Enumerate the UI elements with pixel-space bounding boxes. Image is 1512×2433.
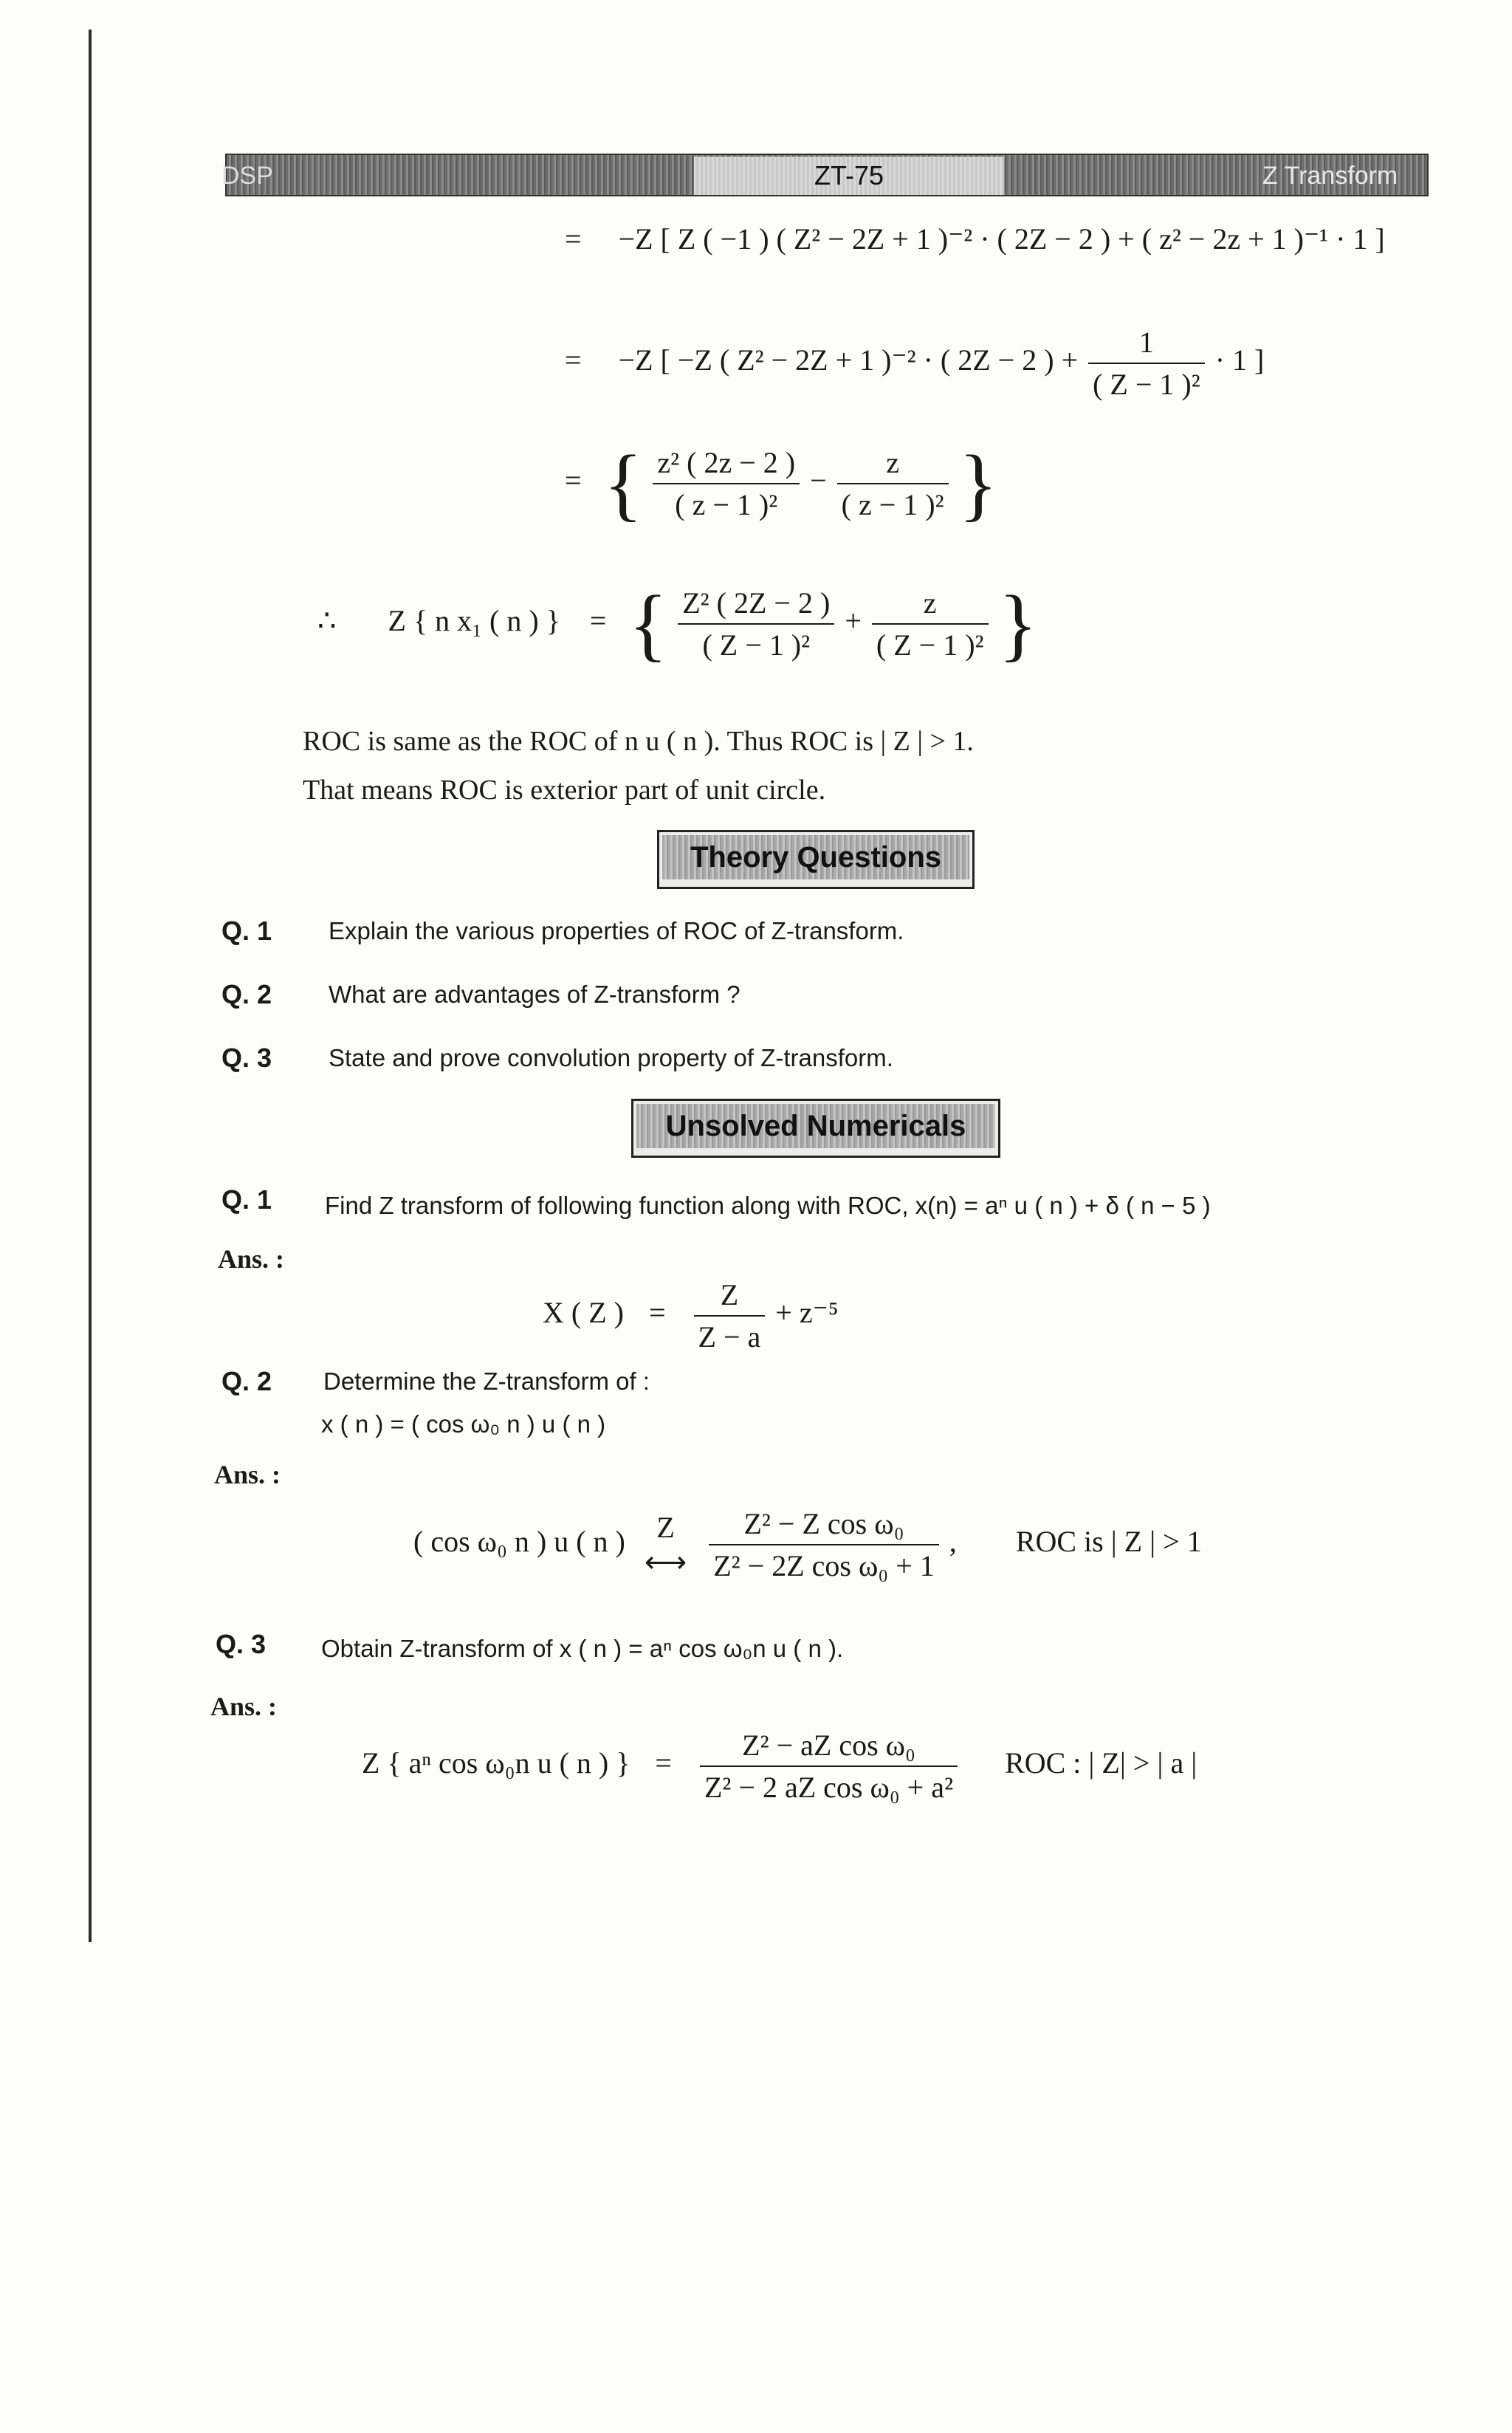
theory-question-label: Q. 1 [221, 916, 272, 946]
theory-question-label: Q. 3 [221, 1043, 272, 1073]
z-transform-pair-arrow: Z ⟷ [644, 1511, 687, 1579]
roc-statement-2: That means ROC is exterior part of unit circle. [303, 775, 826, 806]
numerical-question-text: Determine the Z-transform of : [323, 1368, 650, 1395]
derivation-line-1 [565, 222, 1385, 256]
answer-equation: Z { aⁿ cos ω₀n u ( n ) } = $\frac{\text{Z² − aZ cos ω₀}}{\text{Z² − 2 aZ cos ω₀ + a²}}$ ROC : | Z| > | a | [362, 1729, 1197, 1804]
theory-question-text: State and prove convolution property of Z-transform. [329, 1044, 893, 1071]
numerical-question-text: Find Z transform of following function along with ROC, x(n) = aⁿ u ( n ) + δ ( n − 5 ) [325, 1192, 1211, 1219]
theory-question-label: Q. 2 [221, 979, 272, 1009]
numerical-question-label: Q. 1 [221, 1184, 272, 1215]
fraction: $\frac{z}{\text{( Z − 1 )²}}$ [872, 586, 989, 662]
derivation-line-2 [565, 325, 1264, 402]
fraction: $\frac{1}{\text{( Z − 1 )²}}$ [1088, 325, 1205, 402]
numerical-question-label: Q. 3 [216, 1629, 267, 1659]
answer-label: Ans. : [210, 1692, 278, 1721]
fraction: $\frac{\text{z² ( 2z − 2 )}}{\text{( z − 1 )²}}$ [653, 445, 800, 522]
section-heading: Unsolved Numericals [636, 1104, 995, 1148]
operator: − [810, 464, 827, 498]
unsolved-numericals-heading-box [631, 1099, 1000, 1158]
derivation-line-3: = { $\frac{\text{z² ( 2z − 2 )}}{\text{( z − 1 )²}}$ − $\frac{z}{\text{( z − 1 )²}}$ } [565, 439, 998, 529]
header-left-label: DSP [221, 162, 273, 190]
roc-condition: ROC is | Z | > 1 [1015, 1525, 1202, 1559]
fraction: $\frac{\text{Z² ( 2Z − 2 )}}{\text{( Z − 1 )²}}$ [678, 586, 834, 662]
numerical-question-label: Q. 2 [221, 1366, 272, 1396]
derivation-expression-tail: · 1 ] [1214, 343, 1265, 377]
answer-equation: X ( Z ) = $\frac{Z}{Z - a}$ + z⁻⁵ [543, 1278, 839, 1353]
answer-equation: ( cos ω₀ n ) u ( n ) Z ⟷ $\frac{\text{Z² − Z cos ω₀}}{\text{Z² − 2Z cos ω₀ + 1}}$ , ROC is | Z | > 1 [413, 1507, 1202, 1582]
derivation-expression: −Z [ Z ( −1 ) ( Z² − 2Z + 1 )⁻² · ( 2Z − 2 ) + ( z² − 2z + 1 )⁻¹ · 1 ] [618, 222, 1385, 255]
equals-sign: = [565, 343, 582, 377]
therefore-symbol: ∴ [317, 604, 337, 638]
fraction: $\frac{\text{Z² − Z cos ω₀}}{\text{Z² − 2Z cos ω₀ + 1}}$ [709, 1506, 939, 1583]
page-number: ZT-75 [814, 160, 884, 191]
page-margin-line [89, 30, 92, 1942]
numerical-question-text: Obtain Z-transform of x ( n ) = aⁿ cos ω₀n u ( n ). [321, 1635, 844, 1662]
fraction: $\frac{\text{Z² − aZ cos ω₀}}{\text{Z² − 2 aZ cos ω₀ + a²}}$ [700, 1728, 958, 1805]
roc-condition: ROC : | Z| > | a | [1005, 1746, 1197, 1780]
fraction: $\frac{Z}{Z - a}$ [694, 1277, 766, 1354]
roc-statement-1: ROC is same as the ROC of n u ( n ). Thus ROC is | Z | > 1. [303, 726, 974, 757]
answer-label: Ans. : [218, 1244, 285, 1274]
fraction: $\frac{z}{\text{( z − 1 )²}}$ [837, 445, 949, 522]
numerical-question-text: x ( n ) = ( cos ω₀ n ) u ( n ) [321, 1410, 606, 1438]
equals-sign: = [565, 464, 582, 498]
theory-question-text: What are advantages of Z-transform ? [329, 981, 740, 1008]
theory-question-text: Explain the various properties of ROC of Z-transform. [329, 917, 904, 944]
derivation-expression: −Z [ −Z ( Z² − 2Z + 1 )⁻² · ( 2Z − 2 ) + [618, 343, 1079, 377]
equals-sign: = [589, 604, 607, 638]
equals-sign: = [565, 222, 582, 255]
result-lhs: Z { n x₁ ( n ) } [388, 604, 560, 638]
derivation-result: ∴ Z { n x₁ ( n ) } = { $\frac{\text{Z² ( 2Z − 2 )}}{\text{( Z − 1 )²}}$ + $\frac{z}{\text{( Z − 1 )²}}$ } [317, 579, 1038, 669]
operator: + [845, 604, 862, 638]
answer-label: Ans. : [214, 1460, 281, 1489]
section-heading: Theory Questions [662, 835, 969, 879]
theory-questions-heading-box [657, 830, 975, 889]
header-right-label: Z Transform [1262, 162, 1398, 190]
